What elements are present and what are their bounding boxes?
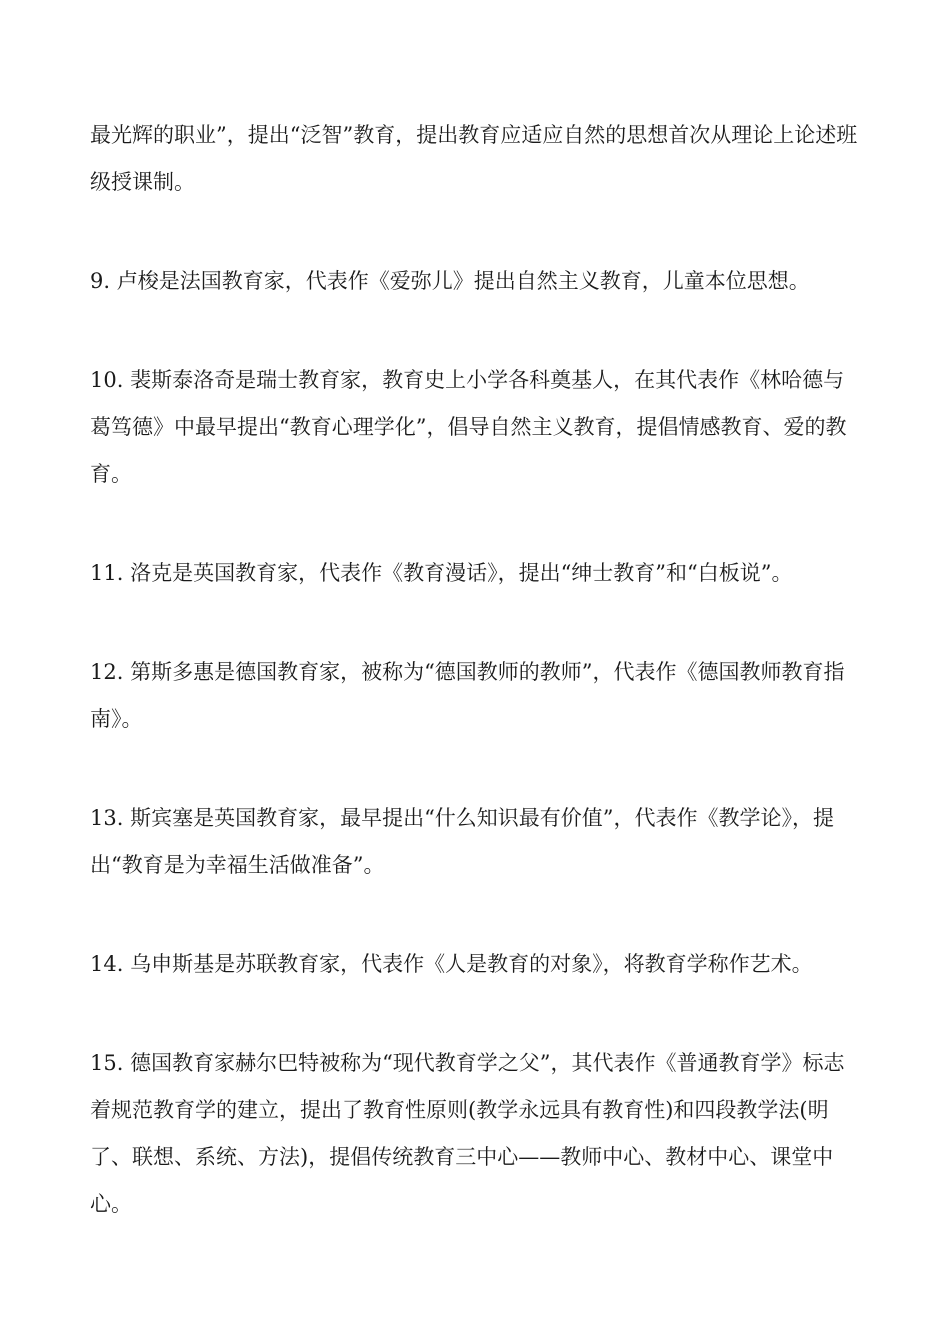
paragraph-item-11: 11. 洛克是英国教育家，代表作《教育漫话》，提出“绅士教育”和“白板说”。 [90, 561, 793, 585]
paragraph-item-15: 15. 德国教育家赫尔巴特被称为“现代教育学之父”，其代表作《普通教育学》标志着规范教育学的建立，提出了教育性原则(教学永远具有教育性)和四段教学法(明了、联想、系统、方法)，提倡传统教育三中心——教师中心、教材中心、课堂中心。 [90, 1051, 845, 1216]
paragraph-item-9: 9. 卢梭是法国教育家，代表作《爱弥儿》提出自然主义教育，儿童本位思想。 [90, 269, 810, 293]
paragraph-item-13: 13. 斯宾塞是英国教育家，最早提出“什么知识最有价值”，代表作《教学论》，提出“教育是为幸福生活做准备”。 [90, 806, 835, 877]
paragraph-item-12: 12. 第斯多惠是德国教育家，被称为“德国教师的教师”，代表作《德国教师教育指南》。 [90, 660, 845, 731]
document-body [90, 112, 865, 1228]
paragraph-continuation: 最光辉的职业”，提出“泛智”教育，提出教育应适应自然的思想首次从理论上论述班级授课制。 [90, 123, 858, 194]
paragraph-item-14: 14. 乌申斯基是苏联教育家，代表作《人是教育的对象》，将教育学称作艺术。 [90, 952, 813, 976]
paragraph-item-10: 10. 裴斯泰洛奇是瑞士教育家，教育史上小学各科奠基人，在其代表作《林哈德与葛笃德》中最早提出“教育心理学化”，倡导自然主义教育，提倡情感教育、爱的教育。 [90, 368, 847, 486]
